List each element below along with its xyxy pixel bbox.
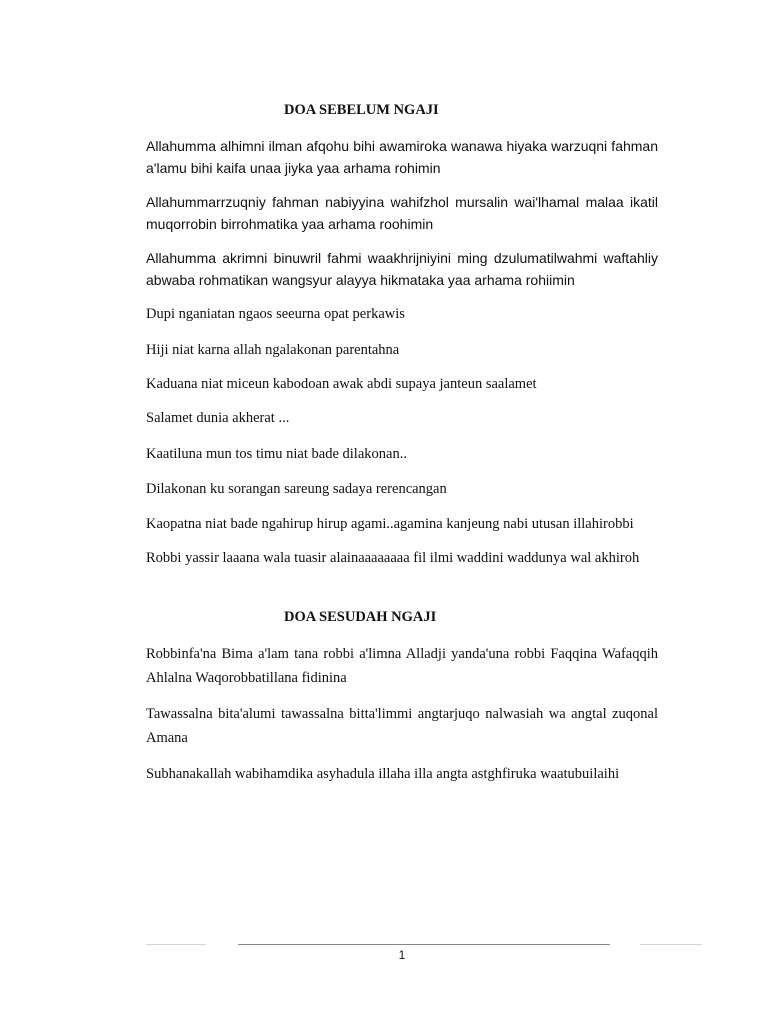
line-sundanese-2: Hiji niat karna allah ngalakonan parentahna	[146, 342, 400, 358]
paragraph-arabic-3: Allahumma akrimni binuwril fahmi waakhrijniyini ming dzulumatilwahmi waftahliy abwaba rohmatikan wangsyur alayya hikmataka yaa arhama rohiimin	[146, 250, 658, 288]
paragraph-after-3: Subhanakallah wabihamdika asyhadula illaha illa angta astghfiruka waatubuilaihi	[146, 766, 620, 782]
line-sundanese-8: Robbi yassir laaana wala tuasir alainaaaaaaaa fil ilmi waddini waddunya wal akhiroh	[146, 550, 640, 566]
footer-rule-left	[146, 944, 206, 945]
paragraph-after-2: Tawassalna bita'alumi tawassalna bitta'limmi angtarjuqo nalwasiah wa angtal zuqonal Amana	[146, 706, 658, 746]
paragraph-after-1: Robbinfa'na Bima a'lam tana robbi a'limna Alladji yanda'una robbi Faqqina Wafaqqih Ahlalna Waqorobbatillana fidinina	[146, 646, 658, 686]
footer-rule-center	[238, 944, 610, 945]
footer-rule-right	[640, 944, 702, 945]
line-sundanese-7: Kaopatna niat bade ngahirup hirup agami..agamina kanjeung nabi utusan illahirobbi	[146, 516, 634, 532]
paragraph-arabic-1: Allahumma alhimni ilman afqohu bihi awamiroka wanawa hiyaka warzuqni fahman a'lamu bihi kaifa unaa jiyka yaa arhama rohimin	[146, 138, 658, 176]
line-sundanese-3: Kaduana niat miceun kabodoan awak abdi supaya janteun saalamet	[146, 376, 537, 392]
line-sundanese-5: Kaatiluna mun tos timu niat bade dilakonan..	[146, 446, 407, 462]
heading-doa-sebelum-ngaji: DOA SEBELUM NGAJI	[284, 102, 439, 118]
page-number: 1	[398, 948, 406, 962]
line-sundanese-1: Dupi nganiatan ngaos seeurna opat perkawis	[146, 306, 405, 322]
heading-doa-sesudah-ngaji: DOA SESUDAH NGAJI	[284, 609, 437, 625]
paragraph-arabic-2: Allahummarrzuqniy fahman nabiyyina wahifzhol mursalin wai'lhamal malaa ikatil muqorrobin birrohmatika yaa arhama roohimin	[146, 194, 658, 232]
line-sundanese-6: Dilakonan ku sorangan sareung sadaya rerencangan	[146, 481, 447, 497]
line-sundanese-4: Salamet dunia akherat ...	[146, 410, 290, 426]
